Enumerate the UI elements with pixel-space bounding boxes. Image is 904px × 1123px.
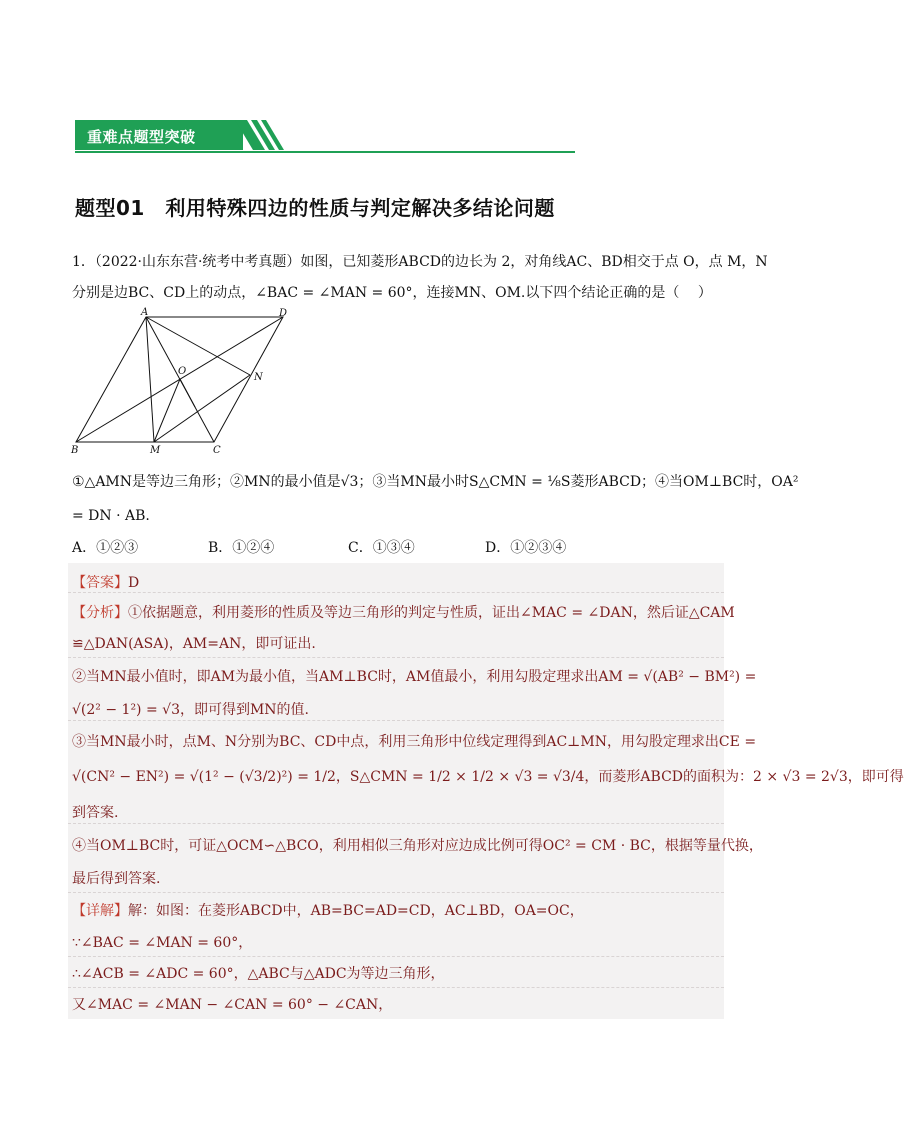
analysis-3a: ③当MN最小时，点M、N分别为BC、CD中点，利用三角形中位线定理得到AC⊥MN，用勾股定理求出CE = [72,734,757,750]
label-C: C [213,445,221,456]
banner-underline [75,151,575,153]
rhombus-figure [66,308,306,463]
question-line-2: 分别是边BC、CD上的动点，∠BAC = ∠MAN = 60°，连接MN、OM.以下四个结论正确的是（ ） [72,285,712,301]
answer-tag: 【答案】 [72,575,128,591]
detail-line-1 [72,900,584,920]
option-d: D．①②③④ [485,540,567,556]
statements-line-2: = DN · AB. [72,508,150,524]
label-B: B [71,445,79,456]
analysis-4b: 最后得到答案. [72,871,161,887]
option-c: C．①③④ [348,540,415,556]
label-M: M [150,445,161,456]
section-title: 题型01 利用特殊四边的性质与判定解决多结论问题 [75,196,555,220]
analysis-tag: 【分析】 [72,605,128,621]
banner-stripes-icon [235,120,355,152]
label-N: N [254,372,263,383]
analysis-2a: ②当MN最小值时，即AM为最小值，当AM⊥BC时，AM值最小，利用勾股定理求出AM = √(AB² − BM²) = [72,669,757,685]
label-A: A [141,307,149,318]
analysis-line-1 [72,602,735,622]
analysis-1a: ①依据题意，利用菱形的性质及等边三角形的判定与性质，证出∠MAC = ∠DAN，然后证△CAM [128,605,735,621]
section-banner [75,118,575,154]
answer-line [72,572,139,592]
statements-line-1: ①△AMN是等边三角形；②MN的最小值是√3；③当MN最小时S△CMN = ⅛S菱形ABCD；④当OM⊥BC时，OA² [72,474,799,490]
label-O: O [178,366,187,377]
divider [68,657,724,659]
divider [68,892,724,894]
analysis-2b: √(2² − 1²) = √3，即可得到MN的值. [72,702,310,718]
divider [68,987,724,989]
divider [68,592,724,594]
option-b: B．①②④ [208,540,275,556]
analysis-3b: √(CN² − EN²) = √(1² − (√3/2)²) = 1/2，S△CMN = 1/2 × 1/2 × √3 = √3/4，而菱形ABCD的面积为：2 × √3 = 2√3，即可得 [72,769,904,785]
analysis-4a: ④当OM⊥BC时，可证△OCM∽△BCO，利用相似三角形对应边成比例可得OC² = CM · BC，根据等量代换， [72,838,763,854]
divider [68,720,724,722]
label-D: D [279,308,288,319]
detail-1: 解：如图：在菱形ABCD中，AB=BC=AD=CD，AC⊥BD，OA=OC， [128,903,584,919]
analysis-1b: ≌△DAN(ASA)，AM=AN，即可证出. [72,636,316,652]
divider [68,956,724,958]
question-line-1: 1．（2022·山东东营·统考中考真题）如图，已知菱形ABCD的边长为 2，对角线AC、BD相交于点 O，点 M，N [72,254,768,270]
detail-4: 又∠MAC = ∠MAN − ∠CAN = 60° − ∠CAN， [72,997,393,1013]
detail-tag: 【详解】 [72,903,128,919]
option-a: A．①②③ [72,540,139,556]
answer-value: D [128,575,140,591]
analysis-3c: 到答案. [72,805,119,821]
detail-3: ∴∠ACB = ∠ADC = 60°，△ABC与△ADC为等边三角形， [72,966,445,982]
banner-title: 重难点题型突破 [87,128,196,146]
divider [68,823,724,825]
detail-2: ∵∠BAC = ∠MAN = 60°， [72,935,253,951]
